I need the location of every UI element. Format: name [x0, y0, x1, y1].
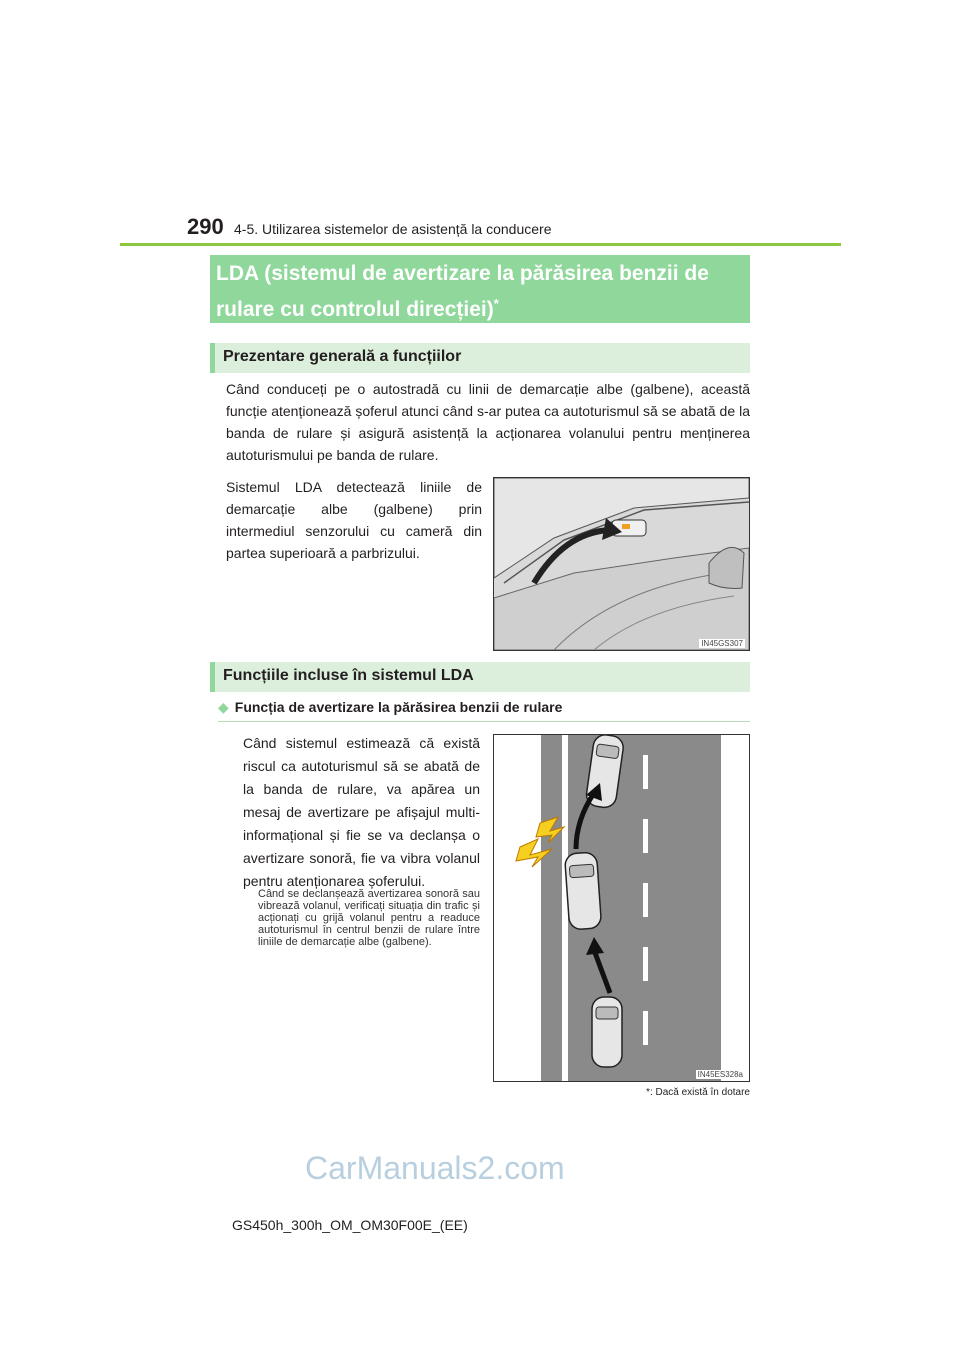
warning-paragraph: Când sistemul estimează că există riscul ca autoturismul să se abată de la banda de rulare, va apărea un mesaj de avertizare pe afișajul multi-informațional și fie se va declanșa o avertizare sonoră, fie va vibra volanul pentru atenționarea șoferului.	[243, 735, 480, 889]
figure-code: IN45GS307	[701, 639, 743, 648]
overview-heading: Prezentare generală a funcțiilor	[223, 348, 462, 365]
camera-sensor-icon	[622, 524, 630, 529]
title-asterisk: *	[493, 296, 499, 311]
figure-code-2: IN45ES328a	[697, 1070, 743, 1079]
intro-paragraph: Când conduceți pe o autostradă cu linii de demarcație albe (galbene), această funcție atenționează șoferul atunci când s-ar putea ca autoturismul să se abată de la banda de rulare și asigură asistență la acționarea volanului pentru menținerea autoturismului pe banda de rulare.	[226, 381, 750, 463]
section-title	[216, 259, 742, 325]
page-number: 290	[187, 214, 224, 239]
subsection-heading	[218, 699, 562, 716]
chapter-title: 4-5. Utilizarea sistemelor de asistență la conducere	[234, 221, 552, 237]
diamond-bullet-icon: ◆	[218, 699, 229, 715]
title-line-1: LDA (sistemul de avertizare la părăsirea benzii de	[216, 262, 709, 285]
watermark: CarManuals2.com	[305, 1150, 565, 1186]
header-rule	[120, 243, 841, 246]
car-top-icon	[592, 997, 622, 1067]
footer-code: GS450h_300h_OM_OM30F00E_(EE)	[232, 1217, 468, 1233]
lane-departure-figure	[493, 734, 750, 1082]
functions-heading: Funcțiile incluse în sistemul LDA	[223, 667, 474, 684]
subsection-rule	[218, 721, 750, 722]
section-title-box	[210, 255, 750, 323]
title-line-2: rulare cu controlul direcției)	[216, 298, 494, 321]
car-top-icon-middle	[564, 852, 601, 930]
lane-illustration	[494, 735, 749, 1081]
footnote: *: Dacă există în dotare	[646, 1087, 750, 1098]
functions-heading-bar	[210, 662, 750, 692]
overview-heading-bar	[210, 343, 750, 373]
windshield-camera-figure	[493, 477, 750, 651]
car-front-illustration	[494, 478, 749, 650]
subsection-heading-text: Funcția de avertizare la părăsirea benzii de rulare	[234, 699, 563, 715]
warning-note: Când se declanșează avertizarea sonoră sau vibrează volanul, verificați situația din trafic și acționați cu grijă volanul pentru a readuce autoturismul în centrul benzii de rulare între liniile de demarcație albe (galbene).	[258, 888, 480, 948]
camera-paragraph: Sistemul LDA detectează liniile de demarcație albe (galbene) prin intermediul senzorului cu cameră din partea superioară a parbrizului.	[226, 479, 482, 561]
